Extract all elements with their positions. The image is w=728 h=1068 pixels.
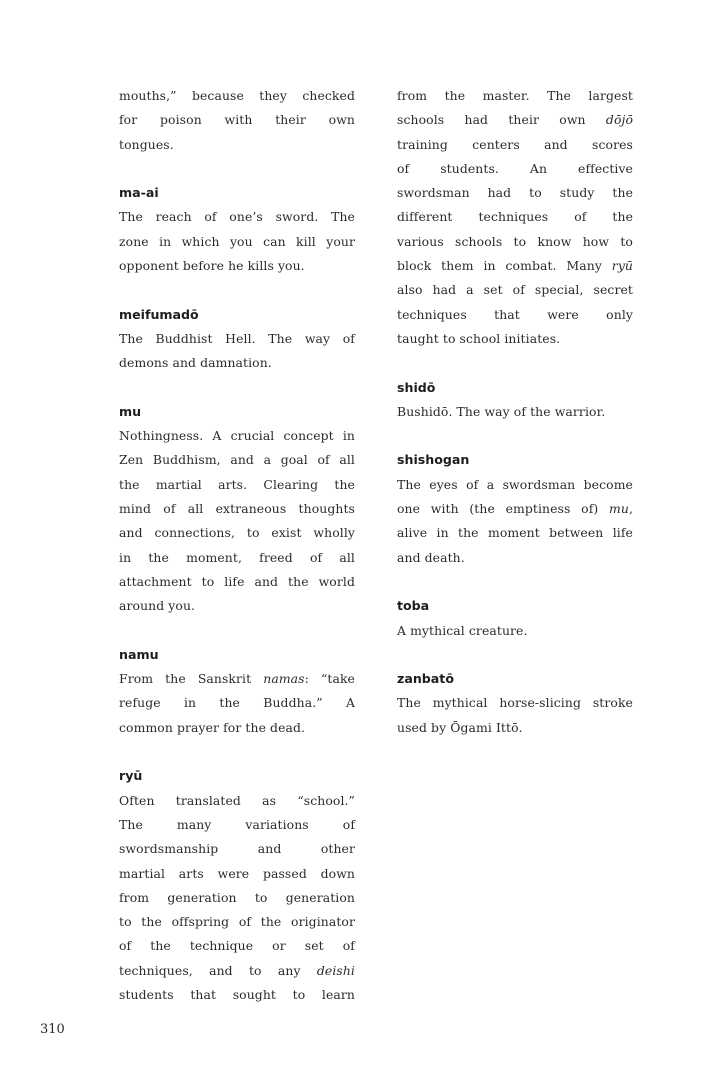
entry-spacer	[397, 424, 633, 448]
definition-line: block them in combat. Many ryū	[397, 258, 633, 274]
glossary-term: ryū	[119, 768, 143, 784]
definition-line: tongues.	[119, 136, 174, 152]
glossary-entry	[119, 181, 355, 278]
definition-line: The mythical horse-slicing stroke	[397, 695, 633, 711]
glossary-entry	[119, 400, 355, 619]
definition-line: A mythical creature.	[397, 622, 528, 638]
entry-spacer	[397, 643, 633, 667]
definition-line: also had a set of special, secret	[397, 282, 633, 298]
definition-line: The eyes of a swordsman become	[397, 476, 633, 492]
definition-line: Nothingness. A crucial concept in	[119, 428, 355, 444]
definition-line: From the Sanskrit namas: “take	[119, 671, 355, 687]
definition-line: techniques, and to any deishi	[119, 962, 355, 978]
continued-paragraph	[119, 84, 355, 157]
glossary-entry	[119, 303, 355, 376]
definition-line: and death.	[397, 549, 465, 565]
definition-line: training centers and scores	[397, 136, 633, 152]
glossary-term: ma-ai	[119, 185, 159, 201]
definition-line: opponent before he kills you.	[119, 258, 305, 274]
definition-line: of the technique or set of	[119, 938, 355, 954]
definition-line: from the master. The largest	[397, 88, 633, 103]
glossary-entry	[119, 764, 355, 1007]
glossary-term: zanbatō	[397, 671, 454, 687]
definition-line: students that sought to learn	[119, 986, 355, 1002]
definition-line: common prayer for the dead.	[119, 719, 306, 735]
definition-line: schools had their own dōjō	[397, 112, 633, 128]
entry-spacer	[119, 619, 355, 643]
definition-line: swordsman had to study the	[397, 185, 633, 201]
definition-line: techniques that were only	[397, 306, 633, 322]
definition-line: refuge in the Buddha.” A	[119, 695, 355, 711]
definition-line: swordsmanship and other	[119, 841, 355, 857]
glossary-term: shishogan	[397, 452, 470, 468]
definition-line: in the moment, freed of all	[119, 549, 355, 565]
definition-line: mind of all extraneous thoughts	[119, 501, 355, 517]
definition-line: Bushidō. The way of the warrior.	[397, 403, 606, 419]
left-column	[119, 84, 355, 1007]
definition-line: various schools to know how to	[397, 233, 633, 249]
definition-line: from generation to generation	[119, 889, 355, 905]
glossary-term: mu	[119, 403, 142, 419]
definition-line: for poison with their own	[119, 112, 355, 128]
definition-line: mouths,” because they checked	[119, 88, 355, 103]
entry-spacer	[397, 351, 633, 375]
definition-line: The Buddhist Hell. The way of	[119, 330, 355, 346]
page-number: 310	[40, 1022, 65, 1037]
definition-line: zone in which you can kill your	[119, 233, 355, 249]
glossary-term: shidō	[397, 379, 436, 395]
entry-spacer	[119, 376, 355, 400]
definition-line: of students. An effective	[397, 160, 633, 176]
glossary-entry	[397, 448, 633, 569]
definition-line: used by Ōgami Ittō.	[397, 719, 523, 735]
definition-line: Often translated as “school.”	[119, 792, 355, 808]
definition-line: different techniques of the	[397, 209, 633, 225]
definition-line: martial arts were passed down	[119, 865, 355, 881]
entry-spacer	[119, 740, 355, 764]
definition-line: Zen Buddhism, and a goal of all	[119, 452, 355, 468]
definition-line: and connections, to exist wholly	[119, 525, 355, 541]
continued-paragraph	[397, 84, 633, 351]
definition-line: one with (the emptiness of) mu,	[397, 501, 633, 517]
definition-line: around you.	[119, 598, 196, 614]
glossary-entry	[397, 594, 633, 643]
entry-spacer	[397, 570, 633, 594]
glossary-term: toba	[397, 598, 430, 614]
glossary-term: namu	[119, 646, 159, 662]
definition-line: taught to school initiates.	[397, 330, 561, 346]
glossary-entry	[397, 667, 633, 740]
entry-spacer	[119, 157, 355, 181]
definition-line: the martial arts. Clearing the	[119, 476, 355, 492]
definition-line: attachment to life and the world	[119, 573, 355, 589]
definition-line: demons and damnation.	[119, 355, 272, 371]
definition-line: alive in the moment between life	[397, 525, 633, 541]
entry-spacer	[119, 278, 355, 302]
definition-line: The reach of one’s sword. The	[119, 209, 355, 225]
definition-line: The many variations of	[119, 816, 355, 832]
right-column	[397, 84, 633, 740]
glossary-entry	[397, 376, 633, 425]
glossary-entry	[119, 643, 355, 740]
definition-line: to the offspring of the originator	[119, 914, 355, 930]
glossary-term: meifumadō	[119, 306, 199, 322]
